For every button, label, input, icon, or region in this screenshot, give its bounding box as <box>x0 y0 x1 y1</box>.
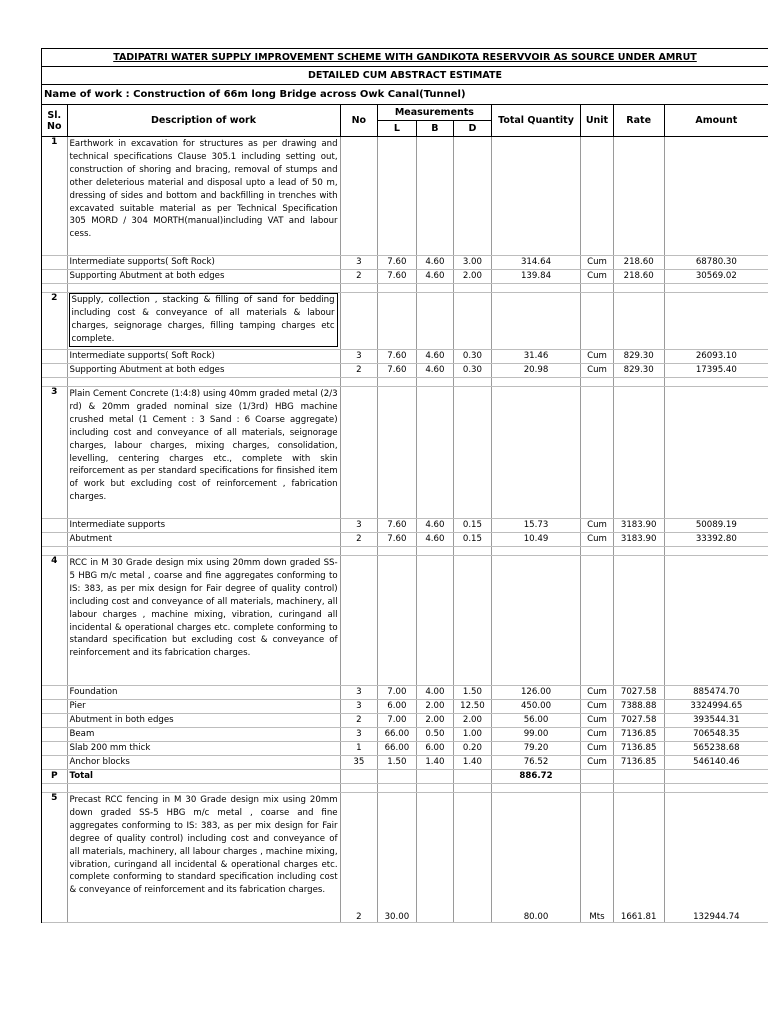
row-rate: 3183.90 <box>613 533 664 547</box>
row-desc: Pier <box>67 700 340 714</box>
row-no: 3 <box>340 686 378 700</box>
row-b: 4.60 <box>416 270 454 284</box>
row-total: 99.00 <box>491 728 581 742</box>
row-rate: 218.60 <box>613 256 664 270</box>
row-rate: 218.60 <box>613 270 664 284</box>
row-rate: 7136.85 <box>613 742 664 756</box>
table-row <box>42 686 768 700</box>
row-amount: 33392.80 <box>664 533 768 547</box>
row-b: 4.60 <box>416 350 454 364</box>
row-b: 4.60 <box>416 533 454 547</box>
row-d: 0.30 <box>454 364 492 378</box>
row-b: 2.00 <box>416 714 454 728</box>
item-sl: 2 <box>42 293 67 350</box>
row-unit: Cum <box>581 756 613 770</box>
row-l: 7.60 <box>378 256 417 270</box>
row-no: 3 <box>340 700 378 714</box>
row-desc: Abutment <box>67 533 340 547</box>
row-total: 80.00 <box>491 793 581 923</box>
row-amount: 132944.74 <box>664 793 768 923</box>
row-l: 7.00 <box>378 686 417 700</box>
row-amount: 565238.68 <box>664 742 768 756</box>
row-unit: Cum <box>581 700 613 714</box>
row-unit: Mts <box>581 793 613 923</box>
estimate-table <box>42 105 768 923</box>
col-b: B <box>416 121 454 137</box>
row-unit: Cum <box>581 270 613 284</box>
scheme-title-text: TADIPATRI WATER SUPPLY IMPROVEMENT SCHEME WITH GANDIKOTA RESERVVOIR AS SOURCE UNDER AMRUT <box>113 52 697 63</box>
table-row <box>42 742 768 756</box>
row-d: 0.15 <box>454 519 492 533</box>
row-l: 6.00 <box>378 700 417 714</box>
row-no: 2 <box>340 364 378 378</box>
estimate-sheet <box>41 48 768 923</box>
row-desc: Slab 200 mm thick <box>67 742 340 756</box>
row-d: 0.20 <box>454 742 492 756</box>
item-description: Earthwork in excavation for structures as per drawing and technical specifications Clause 305.1 including setting out, construction of shoring and bracing, removal of stumps and other deleterious material and disposal upto a lead of 50 m, dressing of sides and bottom and backfilling in trenches with excavated suitable material as per Technical Specification 305 MORD / 304 MORTH(manual)including VAT and labour cess. <box>67 137 340 256</box>
row-amount: 17395.40 <box>664 364 768 378</box>
table-row <box>42 756 768 770</box>
row-total: 450.00 <box>491 700 581 714</box>
row-unit: Cum <box>581 256 613 270</box>
table-row <box>42 270 768 284</box>
row-rate: 7027.58 <box>613 714 664 728</box>
row-rate: 7136.85 <box>613 728 664 742</box>
row-rate: 7027.58 <box>613 686 664 700</box>
table-row <box>42 519 768 533</box>
row-unit: Cum <box>581 728 613 742</box>
row-d: 12.50 <box>454 700 492 714</box>
row-rate: 7388.88 <box>613 700 664 714</box>
row-total: 76.52 <box>491 756 581 770</box>
row-b: 4.60 <box>416 519 454 533</box>
col-amount: Amount <box>664 105 768 137</box>
row-unit: Cum <box>581 364 613 378</box>
row-d: 2.00 <box>454 270 492 284</box>
item-description: Precast RCC fencing in M 30 Grade design mix using 20mm down graded SS-5 HBG m/c metal , coarse and fine aggregates conforming to IS: 383, as per mix design for Fair degree of quality control) including cost and conveyance of all materials, machinery, all labour charges , machine mixing, vibration, curingand all incidental & operational charges etc. complete conforming to standard specification including cost & conveyance of reinforcement and its fabrication charges. <box>67 793 340 923</box>
row-b: 2.00 <box>416 700 454 714</box>
row-amount: 50089.19 <box>664 519 768 533</box>
row-no: 35 <box>340 756 378 770</box>
item-row <box>42 556 768 686</box>
row-l: 7.60 <box>378 270 417 284</box>
row-total: 79.20 <box>491 742 581 756</box>
row-l: 7.60 <box>378 364 417 378</box>
item-sl: 1 <box>42 137 67 256</box>
total-label: Total <box>67 770 340 784</box>
row-no: 3 <box>340 256 378 270</box>
row-b: 1.40 <box>416 756 454 770</box>
row-no: 1 <box>340 742 378 756</box>
item-description: RCC in M 30 Grade design mix using 20mm down graded SS-5 HBG m/c metal , coarse and fine aggregates conforming to IS: 383, as per mix design for Fair degree of quality control) including cost and conveyance of all materials, machinery, all labour charges , machine mixing, vibration, curingand all incidental & operational charges etc. complete conforming to standard specification but excluding cost & conveyance of reinforcement and its fabrication charges. <box>67 556 340 686</box>
col-no: No <box>340 105 378 137</box>
row-desc: Intermediate supports <box>67 519 340 533</box>
row-desc: Intermediate supports( Soft Rock) <box>67 350 340 364</box>
row-amount: 706548.35 <box>664 728 768 742</box>
estimate-title: DETAILED CUM ABSTRACT ESTIMATE <box>42 67 768 85</box>
table-row <box>42 256 768 270</box>
row-desc: Beam <box>67 728 340 742</box>
row-rate: 1661.81 <box>613 793 664 923</box>
row-rate: 829.30 <box>613 350 664 364</box>
row-l: 66.00 <box>378 728 417 742</box>
row-total: 15.73 <box>491 519 581 533</box>
row-desc: Foundation <box>67 686 340 700</box>
name-of-work: Name of work : Construction of 66m long Bridge across Owk Canal(Tunnel) <box>42 85 768 105</box>
item-sl: 4 <box>42 556 67 686</box>
col-unit: Unit <box>581 105 613 137</box>
table-row <box>42 364 768 378</box>
row-total: 314.64 <box>491 256 581 270</box>
total-sl: P <box>42 770 67 784</box>
row-l: 30.00 <box>378 793 417 923</box>
row-amount: 30569.02 <box>664 270 768 284</box>
item-sl: 3 <box>42 387 67 519</box>
table-row <box>42 533 768 547</box>
row-d: 1.00 <box>454 728 492 742</box>
row-amount: 26093.10 <box>664 350 768 364</box>
item-row <box>42 793 768 923</box>
total-row <box>42 770 768 784</box>
table-row <box>42 350 768 364</box>
row-b: 0.50 <box>416 728 454 742</box>
row-amount: 68780.30 <box>664 256 768 270</box>
row-d: 1.40 <box>454 756 492 770</box>
row-d: 0.30 <box>454 350 492 364</box>
item-row <box>42 293 768 350</box>
total-quantity: 886.72 <box>491 770 581 784</box>
row-l: 7.00 <box>378 714 417 728</box>
item-sl: 5 <box>42 793 67 923</box>
table-row <box>42 728 768 742</box>
col-description: Description of work <box>67 105 340 137</box>
col-rate: Rate <box>613 105 664 137</box>
col-l: L <box>378 121 417 137</box>
row-l: 1.50 <box>378 756 417 770</box>
row-desc: Supporting Abutment at both edges <box>67 270 340 284</box>
col-sl: Sl. No <box>42 105 67 137</box>
row-unit: Cum <box>581 686 613 700</box>
row-unit: Cum <box>581 533 613 547</box>
col-total-quantity: Total Quantity <box>491 105 581 137</box>
row-l: 7.60 <box>378 519 417 533</box>
row-amount: 3324994.65 <box>664 700 768 714</box>
row-l: 7.60 <box>378 350 417 364</box>
row-d: 1.50 <box>454 686 492 700</box>
row-d: 3.00 <box>454 256 492 270</box>
row-unit: Cum <box>581 742 613 756</box>
row-l: 66.00 <box>378 742 417 756</box>
row-amount: 393544.31 <box>664 714 768 728</box>
row-desc: Supporting Abutment at both edges <box>67 364 340 378</box>
row-total: 20.98 <box>491 364 581 378</box>
col-d: D <box>454 121 492 137</box>
row-no: 3 <box>340 350 378 364</box>
row-rate: 829.30 <box>613 364 664 378</box>
item-description: Plain Cement Concrete (1:4:8) using 40mm graded metal (2/3 rd) & 20mm graded nominal size (1/3rd) HBG machine crushed metal (1 Cement : 3 Sand : 6 Coarse aggregate) including cost and conveyance of all materials, seignorage charges, labour charges, mixing charges, consolidation, levelling, centering charges etc., complete with skin reiforcement as per standard specifications for finsished item of work but excluding cost of reinforcement , fabrication charges. <box>67 387 340 519</box>
row-l: 7.60 <box>378 533 417 547</box>
row-unit: Cum <box>581 350 613 364</box>
row-no: 2 <box>340 533 378 547</box>
table-row <box>42 700 768 714</box>
row-unit: Cum <box>581 519 613 533</box>
row-total: 10.49 <box>491 533 581 547</box>
row-desc: Anchor blocks <box>67 756 340 770</box>
row-amount: 546140.46 <box>664 756 768 770</box>
row-d: 0.15 <box>454 533 492 547</box>
row-b: 6.00 <box>416 742 454 756</box>
row-no: 2 <box>340 270 378 284</box>
item-row <box>42 137 768 256</box>
row-no: 3 <box>340 728 378 742</box>
row-desc: Abutment in both edges <box>67 714 340 728</box>
item-description <box>67 293 340 350</box>
row-rate: 3183.90 <box>613 519 664 533</box>
row-d: 2.00 <box>454 714 492 728</box>
row-no: 2 <box>340 793 378 923</box>
scheme-title <box>42 49 768 67</box>
row-total: 139.84 <box>491 270 581 284</box>
row-no: 2 <box>340 714 378 728</box>
row-amount: 885474.70 <box>664 686 768 700</box>
row-total: 56.00 <box>491 714 581 728</box>
row-total: 31.46 <box>491 350 581 364</box>
row-rate: 7136.85 <box>613 756 664 770</box>
row-unit: Cum <box>581 714 613 728</box>
table-row <box>42 714 768 728</box>
row-desc: Intermediate supports( Soft Rock) <box>67 256 340 270</box>
row-total: 126.00 <box>491 686 581 700</box>
item-row <box>42 387 768 519</box>
row-b: 4.60 <box>416 364 454 378</box>
row-no: 3 <box>340 519 378 533</box>
row-b: 4.60 <box>416 256 454 270</box>
row-b: 4.00 <box>416 686 454 700</box>
col-measurements: Measurements <box>378 105 492 121</box>
item-description-box: Supply, collection , stacking & filling of sand for bedding including cost & conveyance of all materials & labour charges, seignorage charges, filling tamping charges etc complete. <box>69 293 338 347</box>
